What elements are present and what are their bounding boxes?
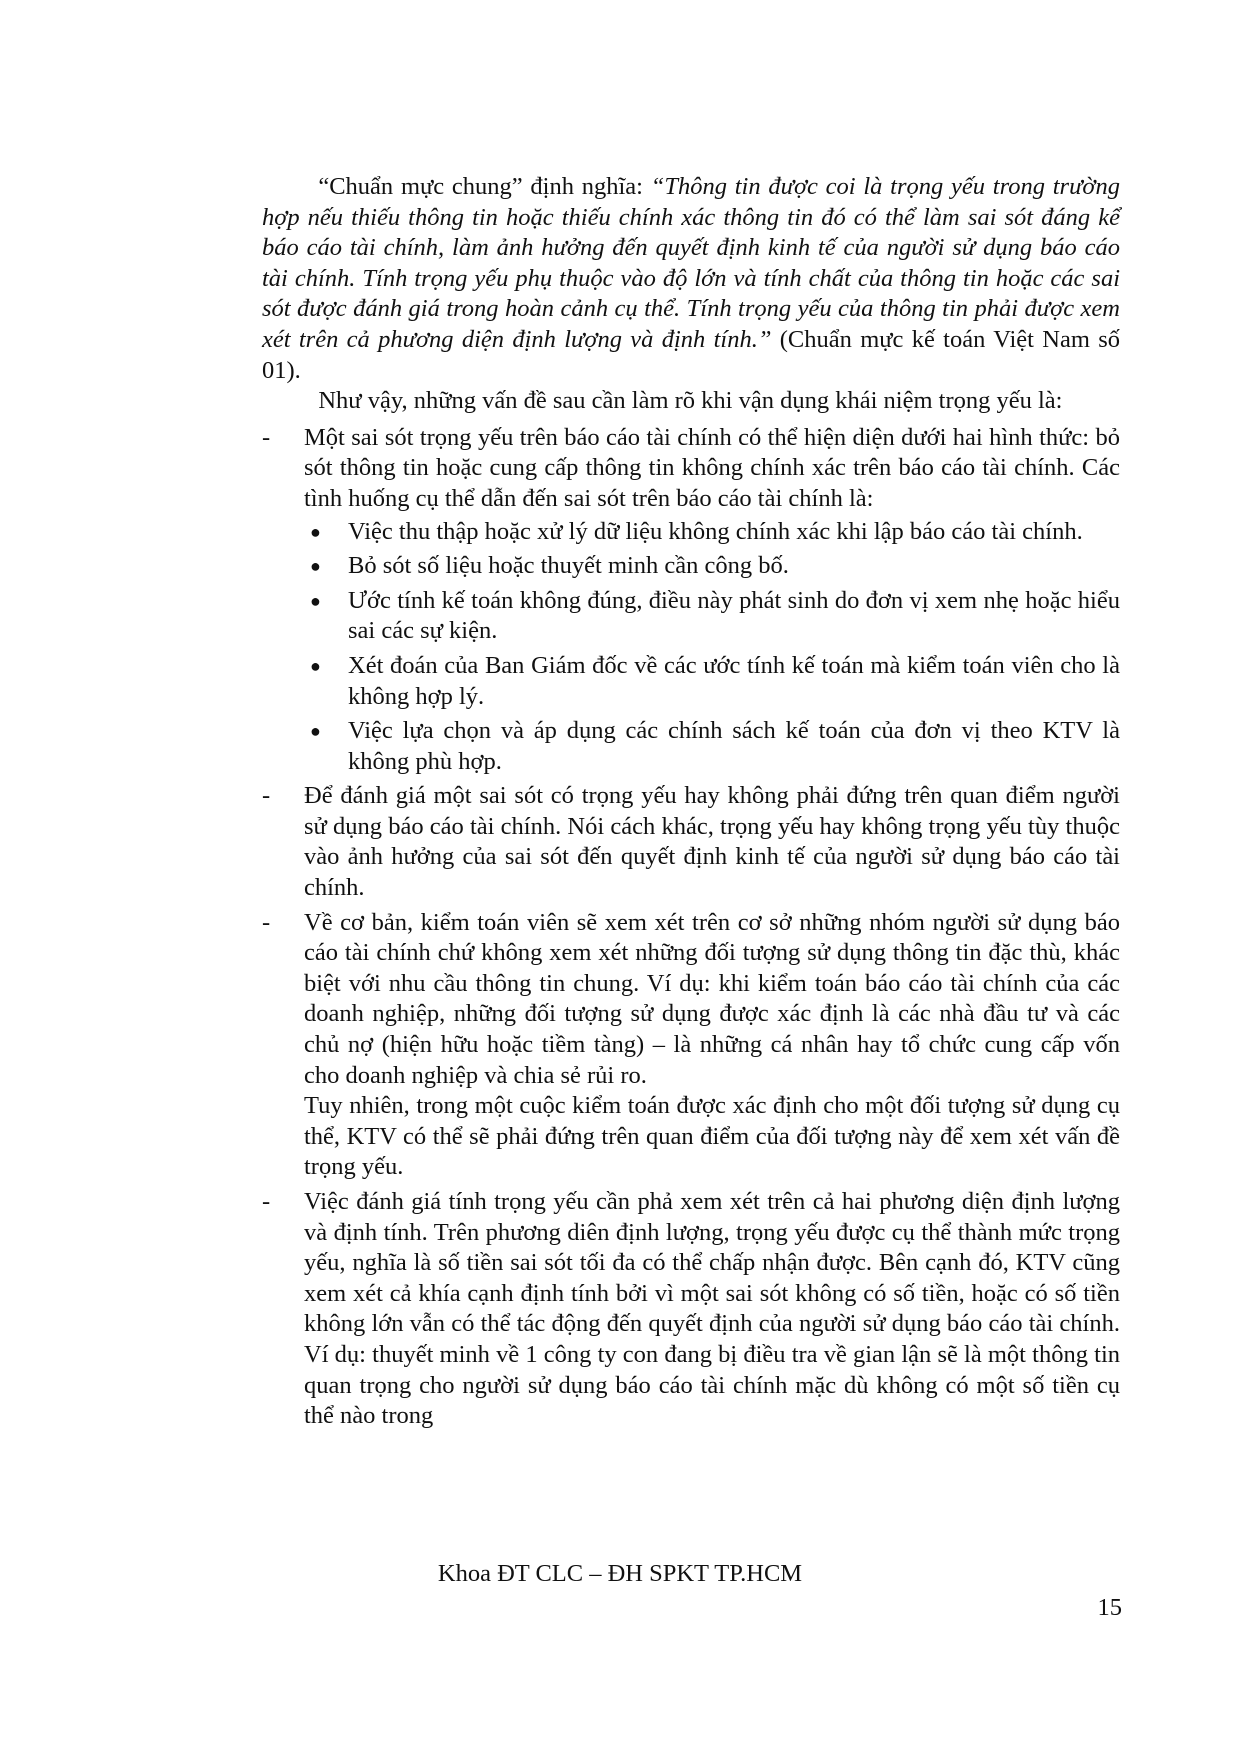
bullet-item [304,716,1120,777]
bullet-marker: ● [310,521,321,542]
page-number: 15 [1097,1594,1122,1621]
list-item [262,423,1120,778]
bullet-marker: ● [310,655,321,676]
list-item-text: Một sai sót trọng yếu trên báo cáo tài chính có thể hiện diện dưới hai hình thức: bỏ sót thông tin hoặc cung cấp thông tin không chính xác trên báo cáo tài chính. Các tình huống cụ thể dẫn đến sai sót trên báo cáo tài chính là: [304,423,1120,512]
dash-marker: - [262,908,271,936]
dash-marker: - [262,1188,271,1215]
definition-paragraph [262,172,1120,386]
bullet-text: Việc thu thập hoặc xử lý dữ liệu không chính xác khi lập báo cáo tài chính. [348,517,1083,545]
bullet-item [304,586,1120,647]
bullet-marker: ● [310,721,321,742]
dash-marker: - [262,782,271,810]
list-item-continuation: Tuy nhiên, trong một cuộc kiểm toán được xác định cho một đối tượng sử dụng cụ thể, KTV có thể sẽ phải đứng trên quan điểm của đối tượng này để xem xét vấn đề trọng yếu. [304,1092,1120,1181]
list-item-text: Về cơ bản, kiểm toán viên sẽ xem xét trên cơ sở những nhóm người sử dụng báo cáo tài chính chứ không xem xét những đối tượng sử dụng thông tin đặc thù, khác biệt với nhu cầu thông tin chung. Ví dụ: khi kiểm toán báo cáo tài chính của các doanh nghiệp, những đối tượng sử dụng được xác định là các nhà đầu tư và các chủ nợ (hiện hữu hoặc tiềm tàng) – là những cá nhân hay tổ chức cung cấp vốn cho doanh nghiệp và chia sẻ rủi ro. [304,908,1120,1089]
definition-lead: “Chuẩn mực chung” định nghĩa: [318,173,651,200]
issue-list [262,423,1120,1432]
bullet-item [304,651,1120,712]
bullet-marker: ● [310,590,321,611]
page-footer: Khoa ĐT CLC – ĐH SPKT TP.HCM [437,1560,803,1587]
bullet-text: Bỏ sót số liệu hoặc thuyết minh cần công bố. [348,552,789,580]
intro-paragraph: Như vậy, những vấn đề sau cần làm rõ khi vận dụng khái niệm trọng yếu là: [318,387,1063,415]
list-item [262,1187,1120,1432]
error-cases-list [304,517,1120,778]
list-item [262,908,1120,1183]
bullet-text: Xét đoán của Ban Giám đốc về các ước tính kế toán mà kiểm toán viên cho là không hợp lý. [348,651,1120,710]
bullet-text: Ước tính kế toán không đúng, điều này phát sinh do đơn vị xem nhẹ hoặc hiểu sai các sự kiện. [348,586,1120,645]
list-item-text: Việc đánh giá tính trọng yếu cần phả xem xét trên cả hai phương diện định lượng và định tính. Trên phương diên định lượng, trọng yếu được cụ thể thành mức trọng yếu, nghĩa là số tiền sai sót tối đa có thể chấp nhận được. Bên cạnh đó, KTV cũng xem xét cả khía cạnh định tính bởi vì một sai sót không có số tiền, hoặc có số tiền không lớn vẫn có thể tác động đến quyết định của người sử dụng báo cáo tài chính. Ví dụ: thuyết minh về 1 công ty con đang bị điều tra về gian lận sẽ là một thông tin quan trọng cho người sử dụng báo cáo tài chính mặc dù không có một số tiền cụ thể nào trong [304,1188,1120,1430]
bullet-marker: ● [310,556,321,577]
bullet-text: Việc lựa chọn và áp dụng các chính sách kế toán của đơn vị theo KTV là không phù hợp. [348,717,1120,775]
definition-quote: “Thông tin được coi là trọng yếu trong trường hợp nếu thiếu thông tin hoặc thiếu chính xác thông tin đó có thể làm sai sót đáng kể báo cáo tài chính, làm ảnh hưởng đến quyết định kinh tế của người sử dụng báo cáo tài chính. Tính trọng yếu phụ thuộc vào độ lớn và tính chất của thông tin hoặc các sai sót được đánh giá trong hoàn cảnh cụ thể. Tính trọng yếu của thông tin phải được xem xét trên cả phương diện định lượng và định tính.” [262,173,1121,353]
dash-marker: - [262,423,271,451]
definition-source: (Chuẩn mực kế toán Việt Nam số 01). [262,325,1120,384]
page-content [262,172,1120,1436]
list-item [262,781,1120,903]
bullet-item [304,517,1120,548]
bullet-item [304,551,1120,582]
list-item-text: Để đánh giá một sai sót có trọng yếu hay không phải đứng trên quan điểm người sử dụng báo cáo tài chính. Nói cách khác, trọng yếu hay không trọng yếu tùy thuộc vào ảnh hưởng của sai sót đến quyết định kinh tế của người sử dụng báo cáo tài chính. [304,782,1120,902]
